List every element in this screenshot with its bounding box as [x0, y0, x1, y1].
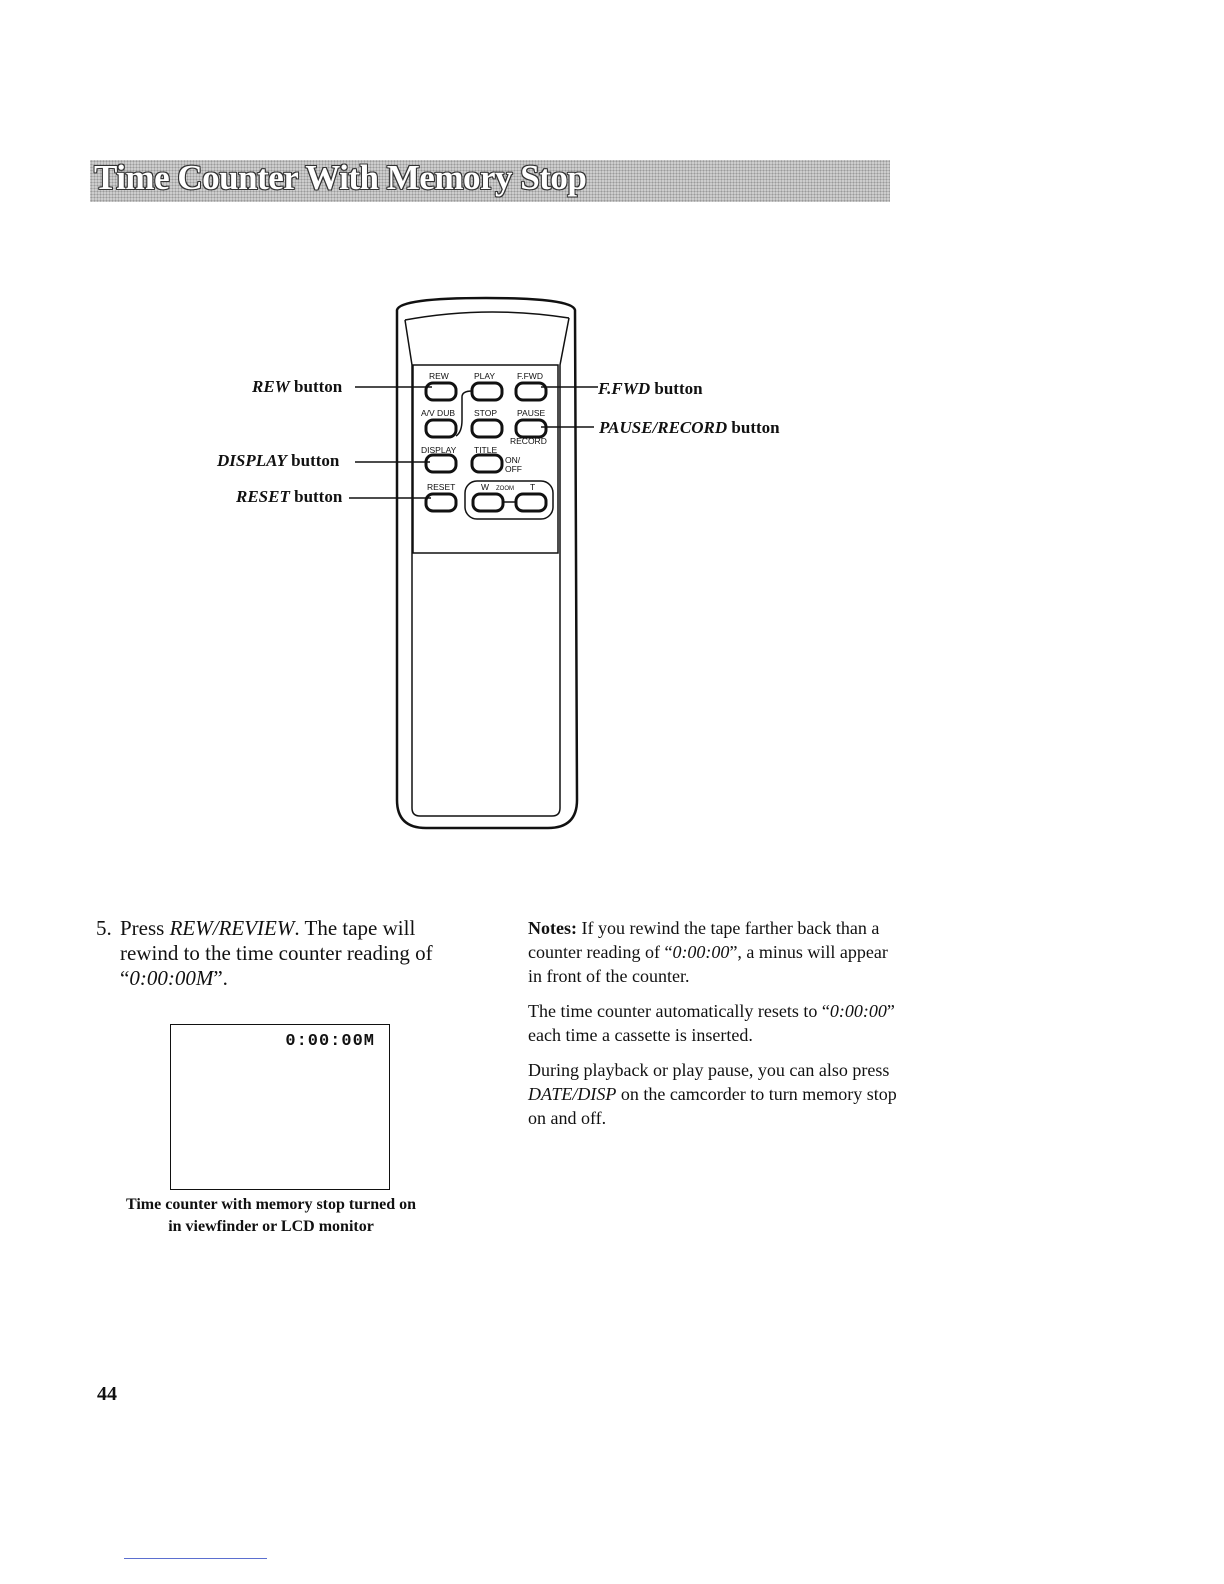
note-3	[528, 1058, 898, 1130]
av-dub-label: A/V DUB	[421, 408, 456, 418]
figure-caption	[96, 1194, 446, 1238]
note-1-text-a: If you rewind the tape farther back than a counter reading of “	[528, 918, 880, 962]
rew-button	[426, 383, 456, 400]
step-quote-close: ”.	[213, 966, 228, 990]
step-press: Press	[120, 916, 170, 940]
counter-readout: 0:00:00M	[285, 1032, 375, 1051]
reset-callout	[236, 487, 342, 507]
play-button	[472, 383, 502, 400]
play-label: PLAY	[474, 371, 496, 381]
note-2-text-a: The time counter automatically resets to “	[528, 1001, 830, 1021]
step-number: 5.	[96, 916, 112, 940]
pause-record-callout	[599, 418, 780, 438]
rew-callout	[252, 377, 342, 397]
viewfinder-screen	[170, 1024, 390, 1190]
zoom-t-button	[516, 494, 546, 511]
step-reading: 0:00:00M	[129, 966, 214, 990]
callout-button-word: button	[286, 451, 340, 470]
step-line2: rewind to the time counter reading of	[120, 941, 433, 965]
rew-callout-name: REW	[252, 377, 290, 396]
reset-label: RESET	[427, 482, 456, 492]
page-number: 44	[97, 1383, 117, 1405]
reset-callout-name: RESET	[236, 487, 290, 506]
reset-button	[426, 494, 456, 511]
display-callout	[217, 451, 339, 471]
callout-button-word: button	[289, 377, 343, 396]
ffwd-callout-name: F.FWD	[598, 379, 651, 398]
note-3-text-a: During playback or play pause, you can also press	[528, 1060, 890, 1080]
stop-button	[472, 420, 502, 437]
title-label: TITLE	[474, 445, 498, 455]
ffwd-callout	[598, 379, 703, 399]
note-2-text-b: ” each time a cassette is inserted.	[528, 1001, 895, 1045]
caption-line1: Time counter with memory stop turned on	[125, 1196, 417, 1213]
display-callout-name: DISPLAY	[217, 451, 287, 470]
caption-line2: in viewfinder or LCD monitor	[168, 1218, 374, 1235]
t-label: T	[530, 482, 536, 492]
on-label: ON/	[505, 455, 521, 465]
callout-button-word: button	[289, 487, 343, 506]
off-label: OFF	[505, 464, 522, 474]
callout-button-word: button	[650, 379, 703, 398]
bottom-rule	[124, 1558, 267, 1559]
callout-button-word: button	[727, 418, 780, 437]
page-title: Time Counter With Memory Stop	[94, 158, 587, 197]
step-rest-line1: . The tape will	[294, 916, 416, 940]
note-2	[528, 999, 898, 1047]
notes-label: Notes:	[528, 918, 577, 938]
record-label: RECORD	[510, 436, 547, 446]
pause-record-callout-name: PAUSE/RECORD	[599, 418, 728, 437]
note-1-value: 0:00:00	[672, 942, 730, 962]
note-1-text-b: ”, a minus will appear in front of the counter.	[528, 942, 888, 986]
rew-label: REW	[429, 371, 449, 381]
stop-label: STOP	[474, 408, 497, 418]
w-label: W	[481, 482, 490, 492]
title-on-off-button	[472, 455, 502, 472]
step-key: REW/REVIEW	[169, 916, 295, 940]
pause-record-button	[516, 420, 546, 437]
pause-label: PAUSE	[517, 408, 546, 418]
zoom-w-button	[473, 494, 503, 511]
note-3-text-b: on the camcorder to turn memory stop on and off.	[528, 1084, 897, 1128]
ffwd-button	[516, 383, 546, 400]
ffwd-label: F.FWD	[517, 371, 543, 381]
note-2-value: 0:00:00	[829, 1001, 887, 1021]
step-5	[96, 916, 476, 991]
note-3-key: DATE/DISP	[528, 1084, 617, 1104]
av-dub-button	[426, 420, 456, 437]
notes	[528, 916, 898, 1141]
note-1	[528, 916, 898, 988]
display-label: DISPLAY	[421, 445, 457, 455]
zoom-label: ZOOM	[496, 486, 514, 492]
display-button	[426, 455, 456, 472]
step-quote-open: “	[120, 966, 130, 990]
